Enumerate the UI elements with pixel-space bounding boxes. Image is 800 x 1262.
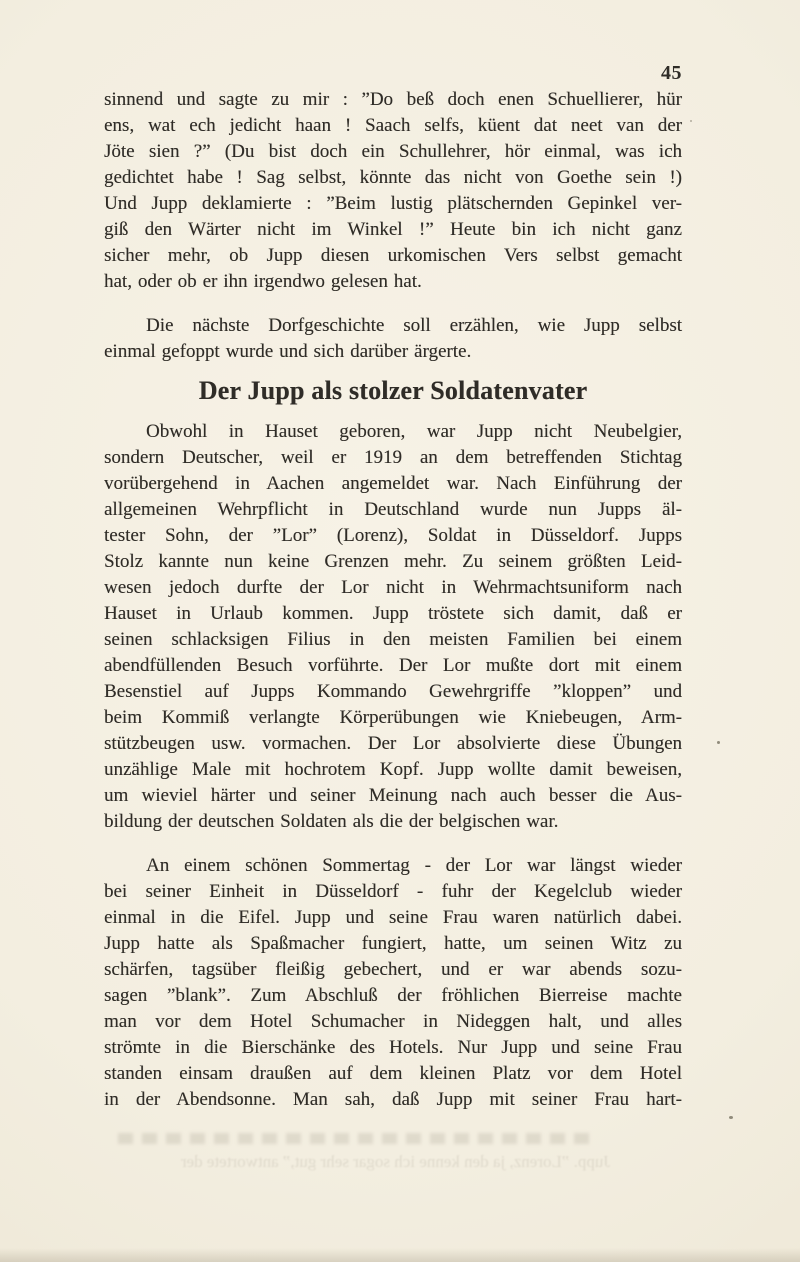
text-line: allgemeinen Wehrpflicht in Deutschland wurde nun Jupps äl- xyxy=(104,499,682,520)
text-line: stützbeugen usw. vormachen. Der Lor absolvierte diese Übungen xyxy=(104,733,682,754)
text-line: in der Abendsonne. Man sah, daß Jupp mit seiner Frau hart- xyxy=(104,1089,682,1110)
bleed-through-blur xyxy=(118,1133,598,1144)
text-line: sagen ”blank”. Zum Abschluß der fröhlichen Bierreise machte xyxy=(104,985,682,1006)
text-line: Obwohl in Hauset geboren, war Jupp nicht Neubelgier, xyxy=(146,421,682,442)
text-line: An einem schönen Sommertag - der Lor war längst wieder xyxy=(146,855,682,876)
text-line: bildung der deutschen Soldaten als die der belgischen war. xyxy=(104,811,559,832)
text-line: Die nächste Dorfgeschichte soll erzählen, wie Jupp selbst xyxy=(146,315,682,336)
paper-speck xyxy=(690,120,692,122)
paragraph-sommertag xyxy=(104,853,682,1113)
text-line: Hauset in Urlaub kommen. Jupp tröstete sich damit, daß er xyxy=(104,603,682,624)
text-line: sondern Deutscher, weil er 1919 an dem betreffenden Stichtag xyxy=(104,447,682,468)
text-line: giß den Wärter nicht im Winkel !” Heute bin ich nicht ganz xyxy=(104,219,682,240)
text-line: man vor dem Hotel Schumacher in Nideggen halt, und alles xyxy=(104,1011,682,1032)
text-line: Jöte sien ?” (Du bist doch ein Schullehrer, hör einmal, was ich xyxy=(104,141,682,162)
section-heading: Der Jupp als stolzer Soldatenvater xyxy=(198,376,588,405)
page-content xyxy=(104,60,682,1113)
text-line: einmal gefoppt wurde und sich darüber ärgerte. xyxy=(104,341,472,362)
text-line: hat, oder ob er ihn irgendwo gelesen hat. xyxy=(104,271,422,292)
text-line: beim Kommiß verlangte Körperübungen wie Kniebeugen, Arm- xyxy=(104,707,682,728)
text-line: unzählige Male mit hochrotem Kopf. Jupp wollte damit beweisen, xyxy=(104,759,682,780)
text-line: abendfüllenden Besuch vorführte. Der Lor mußte dort mit einem xyxy=(104,655,682,676)
text-line: Jupp hatte als Spaßmacher fungiert, hatte, um seinen Witz zu xyxy=(104,933,682,954)
page-number: 45 xyxy=(661,62,682,84)
paragraph-soldatenvater xyxy=(104,419,682,835)
text-line: schärfen, tagsüber fleißig gebechert, und er war abends sozu- xyxy=(104,959,682,980)
text-line: sicher mehr, ob Jupp diesen urkomischen Vers selbst gemacht xyxy=(104,245,682,266)
text-line: um wieviel härter und seiner Meinung nach auch besser die Aus- xyxy=(104,785,682,806)
text-line: seinen schlacksigen Filius in den meisten Familien bei einem xyxy=(104,629,682,650)
text-line: Besenstiel auf Jupps Kommando Gewehrgriffe ”kloppen” und xyxy=(104,681,682,702)
text-line: gedichtet habe ! Sag selbst, könnte das nicht von Goethe sein !) xyxy=(104,167,682,188)
text-line: standen einsam draußen auf dem kleinen Platz vor dem Hotel xyxy=(104,1063,682,1084)
paper-speck xyxy=(717,741,720,744)
bleed-through-text: Jupp. ”Lorenz, ja den kenne ich sogar sehr gut,” antwortete der xyxy=(180,1152,610,1171)
text-line: Stolz kannte nun keine Grenzen mehr. Zu seinem größten Leid- xyxy=(104,551,682,572)
text-line: tester Sohn, der ”Lor” (Lorenz), Soldat in Düsseldorf. Jupps xyxy=(104,525,682,546)
paragraph-intro xyxy=(104,313,682,365)
paper-speck xyxy=(729,1116,733,1119)
text-line: Und Jupp deklamierte : ”Beim lustig plätschernden Gepinkel ver- xyxy=(104,193,682,214)
paragraph-continuation xyxy=(104,87,682,295)
text-line: strömte in die Bierschänke des Hotels. Nur Jupp und seine Frau xyxy=(104,1037,682,1058)
text-line: wesen jedoch durfte der Lor nicht in Wehrmachtsuniform nach xyxy=(104,577,682,598)
text-line: bei seiner Einheit in Düsseldorf - fuhr der Kegelclub wieder xyxy=(104,881,682,902)
text-line: vorübergehend in Aachen angemeldet war. Nach Einführung der xyxy=(104,473,682,494)
text-line: einmal in die Eifel. Jupp und seine Frau waren natürlich dabei. xyxy=(104,907,682,928)
text-line: sinnend und sagte zu mir : ”Do beß doch enen Schuellierer, hür xyxy=(104,89,682,110)
text-line: ens, wat ech jedicht haan ! Saach selfs, küent dat neet van der xyxy=(104,115,682,136)
